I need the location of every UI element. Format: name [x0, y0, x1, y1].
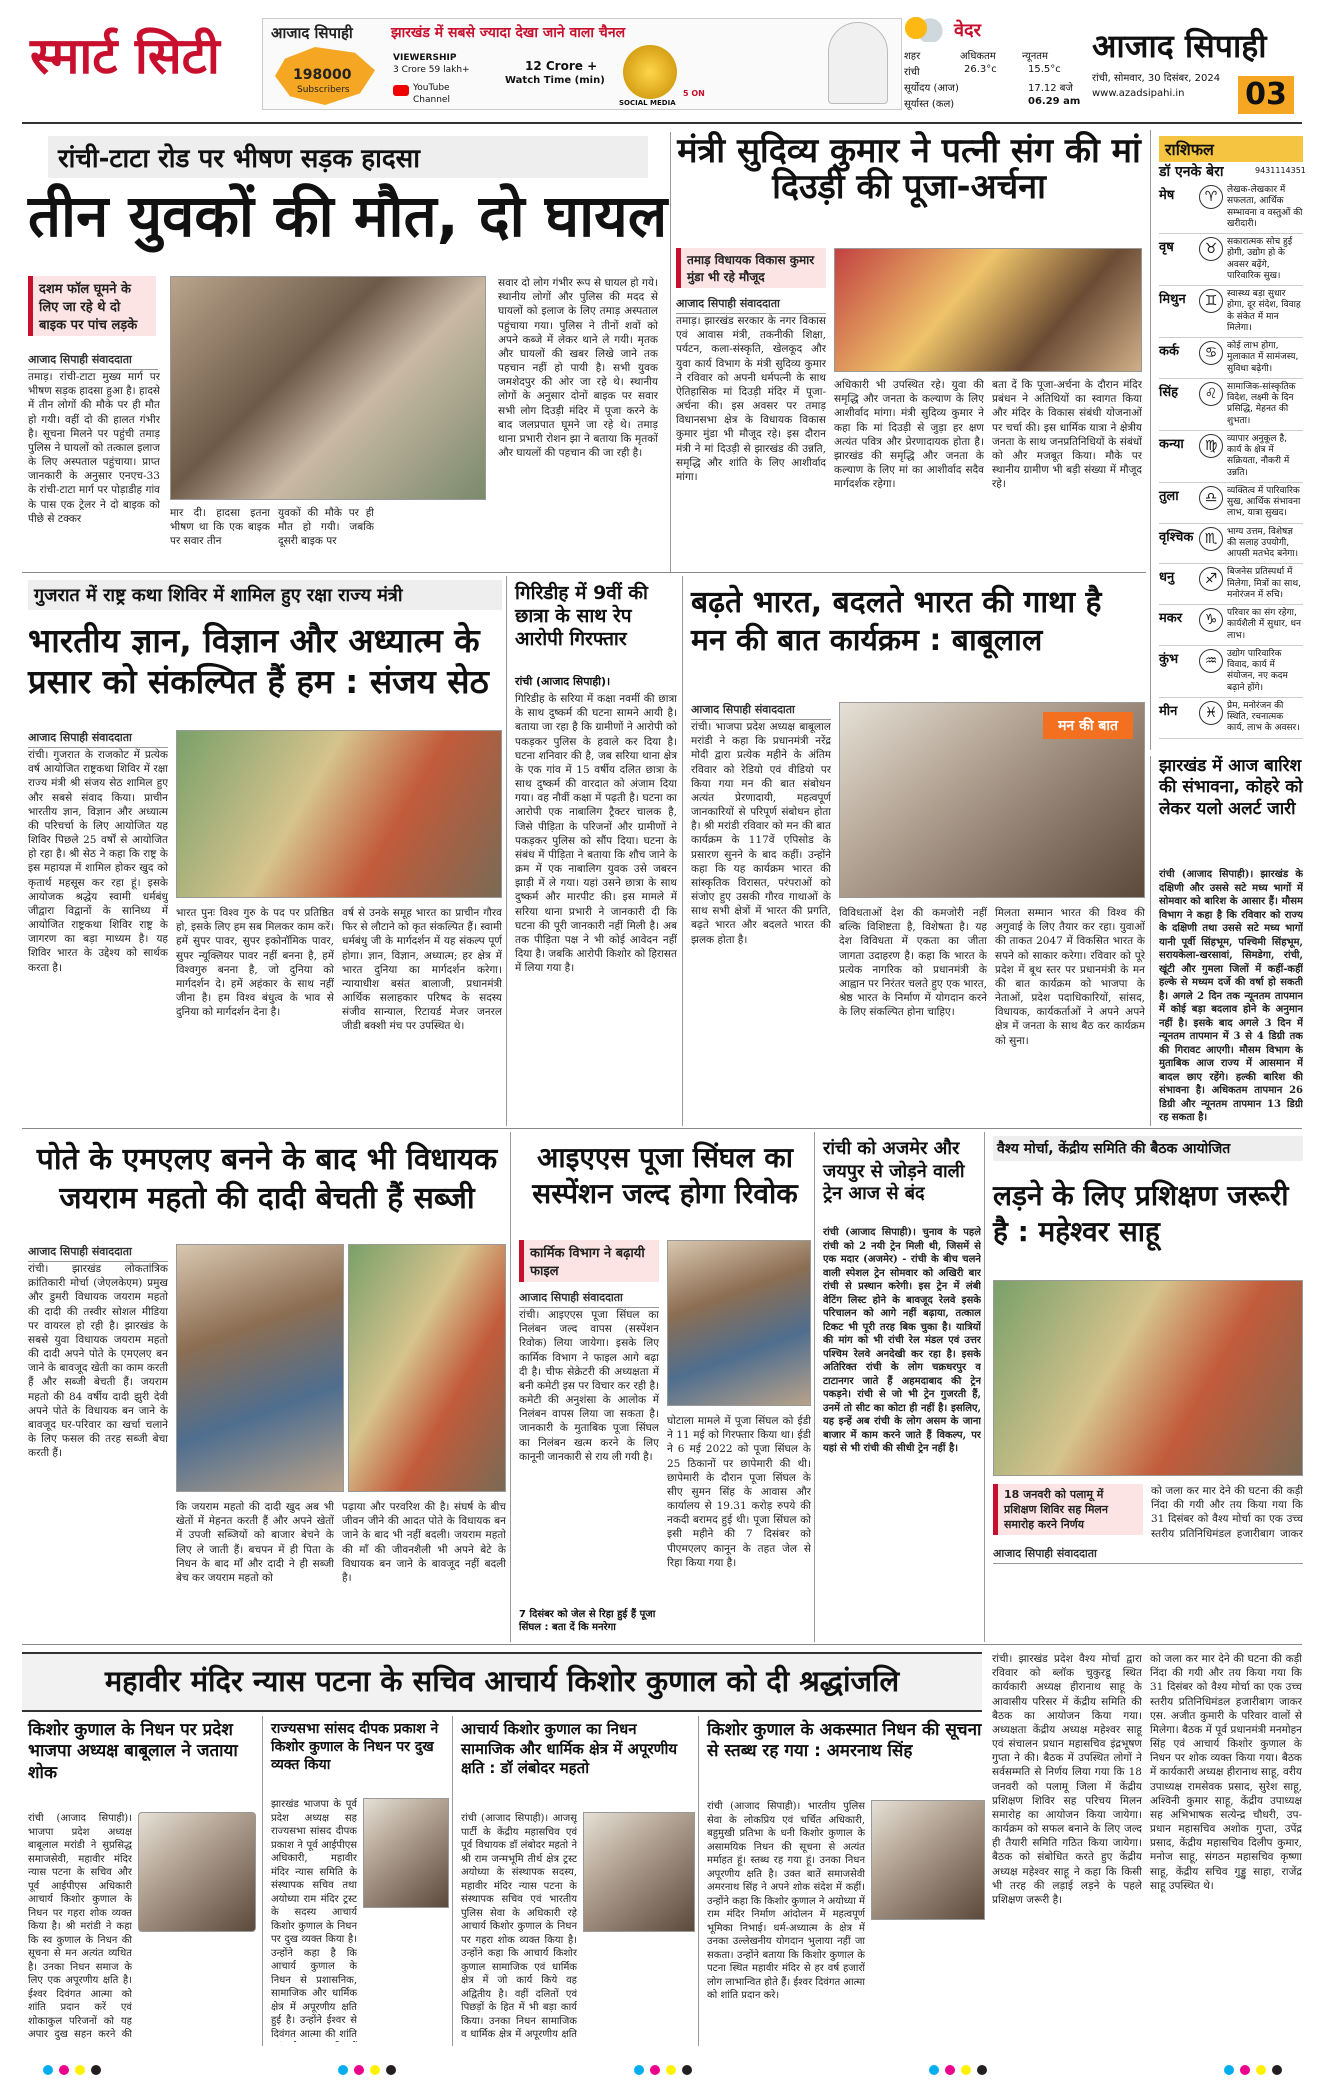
zodiac-name: मिथुन [1159, 292, 1186, 307]
mkb-byline: आजाद सिपाही संवाददाता [691, 702, 831, 720]
section-title: स्मार्ट सिटी [30, 27, 220, 85]
train-headline: रांची को अजमेर और जयपुर से जोड़ने वाली ट्रेन आज से बंद [823, 1138, 965, 1204]
tribute-deepak-prakash [262, 1716, 448, 2046]
dateline: रांची, सोमवार, 30 दिसंबर, 2024 [1092, 73, 1221, 84]
story-vaishya-morcha [984, 1132, 1302, 1642]
zodiac-row [1159, 338, 1303, 379]
masthead-rule [22, 122, 1302, 124]
registration-dot [1240, 2065, 1250, 2075]
accident-headline: तीन युवकों की मौत, दो घायल [28, 182, 668, 250]
weather-col-max: अधिकतम [960, 51, 996, 62]
story-mann-ki-baat [682, 576, 1144, 1126]
zodiac-row [1159, 605, 1303, 646]
youtube-label: YouTube [413, 83, 450, 93]
vaishya-body-2: को जला कर मार देने की घटना की कड़ी निंदा की गयी और तय किया गया कि 31 दिसंबर को वैश्य मोर्चा का एक उच्च स्तरीय प्रतिनिधिमंडल हजारीबाग जाकर [1151, 1485, 1303, 1540]
registration-dot [945, 2065, 955, 2075]
giridih-body: गिरिडीह के सरिया में कक्षा नवमीं की छात्रा के साथ दुष्कर्म की घटना सामने आयी है। बताया जा रहा है कि ग्रामीणों ने आरोपी को पकड़कर पुलिस के हवाले कर दिया है। घटना शनिवार की है, जब सरिया थाना क्षेत्र के एक गांव में 15 वर्षीय दलित छात्रा के साथ दुष्कर्म की वारदात को अंजाम दिया गया। वह नौवीं कक्षा में पढ़ती है। घटना का आरोपी एक नाबालिग ट्रैक्टर चालक है, जिसे पीड़िता के परिजनों और ग्रामीणों ने पकड़कर पुलिस को सौंप दिया। घटना के संबंध में पीड़िता ने बताया कि शौच जाने के क्रम में एक नाबालिग युवक उसे जबरन झाड़ी में ले गया। यहां उसने छात्रा के साथ दुष्कर्म और मारपीट की। इस मामले में सरिया थाना प्रभारी ने जानकारी दी कि घटना की पूरी जानकारी नहीं मिली है। अब तक पीड़िता पक्ष ने भी कोई आवेदन नहीं दिया है। जबकि आरोपी किशोर को हिरासत में लिया गया है। [515, 693, 677, 975]
zodiac-text: कोई लाभ होगा, मुलाकात में सामंजस्य, सुविधा बढ़ेगी। [1227, 341, 1299, 374]
registration-dot [1224, 2065, 1234, 2075]
zodiac-text: सामाजिक-सांस्कृतिक विदेश, लक्ष्मी के दिन प्रसिद्धि, मेहनत की शुभता। [1227, 381, 1296, 426]
weather-max: 26.3°c [964, 64, 997, 75]
zodiac-row [1159, 182, 1303, 234]
subscribers-count: 198000 [293, 67, 352, 83]
accident-photo [170, 276, 486, 500]
masthead [0, 0, 1325, 128]
story-jairam-dadi [28, 1132, 506, 1642]
weather-col-min: न्यूनतम [1022, 51, 1048, 62]
registration-dot [43, 2065, 53, 2075]
website: www.azadsipahi.in [1092, 88, 1185, 99]
train-body: रांची (आजाद सिपाही)। चुनाव के पहले रांची को 2 नयी ट्रेन मिली थी, जिसमें से एक मदार (अजमेर) - रांची के बीच चलने वाली स्पेशल ट्रेन सोमवार को अखिरी बार रांची से प्रस्थान करेगी। इस ट्रेन में लंबी वेटिंग लिस्ट होने के बावजूद रेलवे इसके परिचालन को आगे नहीं बढ़ाया, तत्काल टिकट भी पूरी तरह बिक चुका है। यात्रियों की मांग को भी रांची रेल मंडल एवं उत्तर पश्चिम रेलवे अनदेखी कर रहा है। इसके अतिरिक्त रांची के लोग चक्रधरपुर व टाटानगर जाते हैं अहमदाबाद की ट्रेन पकड़ने। रांची से जो भी ट्रेन गुजरती हैं, उनमें तो सीट का कोटा ही नहीं है। इसलिए, यह इन्हें अब रांची के लोग असम के जाना बाजार में काम करने जाते हैं विकल्प, पर यहां से भी रांची की सीधी ट्रेन नहीं है। [823, 1227, 981, 1454]
zodiac-text: प्रेम, मनोरंजन की स्थिति, रचनात्मक कार्य, लाभ के अवसर। [1227, 700, 1300, 734]
minister-body-3: बता दें कि पूजा-अर्चना के दौरान मंदिर प्रबंधन ने अतिथियों का स्वागत किया और मंदिर के विकास संबंधी योजनाओं पर चर्चा की। इस धार्मिक यात्रा ने क्षेत्रीय जनता के साथ जनप्रतिनिधियों के संबंधों को और मजबूत किया। मौके पर स्थानीय ग्रामीण भी बड़ी संख्या में मौजूद रहे। [992, 379, 1142, 491]
registration-dot [59, 2065, 69, 2075]
minister-body-2: अधिकारी भी उपस्थित रहे। युवा की समृद्धि और जनता के कल्याण के लिए आशीर्वाद मांगा। मंत्री सुदिव्य कुमार ने कहा कि मां दिउड़ी से जुड़ा हर क्षण अत्यंत पवित्र और प्रेरणादायक होता है। झारखंड की समृद्धि और जनता के कल्याण के लिए मां का आशीर्वाद सदैव मार्गदर्शक रहेगा। [834, 379, 984, 491]
tribute2-photo [363, 1798, 449, 1908]
mkb-banner: मन की बात [1043, 712, 1133, 739]
sun-cloud-icon [904, 14, 944, 42]
minister-subhead: तमाड़ विधायक विकास कुमार मुंडा भी रहे मौजूद [676, 248, 826, 288]
channel-promo [262, 18, 902, 110]
accident-body-2: मार दी। हादसा इतना भीषण था कि एक बाइक पर सवार तीन [170, 507, 270, 548]
story-giridih [506, 576, 678, 1126]
accident-body-3: युवकों की मौके पर ही मौत हो गयी। जबकि दूसरी बाइक पर [278, 507, 374, 548]
zodiac-text: बिजनेस प्रतिस्पर्धा में मिलेगा, मित्रों का साथ, मनोरंजन में रुचि। [1227, 567, 1301, 600]
accident-subhead: दशम फॉल घूमने के लिए जा रहे थे दो बाइक पर पांच लड़के [28, 276, 156, 336]
seth-body-3: वर्ष से उनके समूह भारत का प्राचीन गौरव फिर से लौटाने को कृत संकल्पित हैं। स्वामी धर्मबंधु जी के मार्गदर्शन में यह संकल्प पूर्ण होगा। ज्ञान, विज्ञान, अध्यात्म; हर क्षेत्र में भारत दुनिया का मार्गदर्शन करेगा। न्यायाधीश बसंत बालाजी, प्रधानमंत्री आर्थिक सलाहकार परिषद के सदस्य संजीव सान्याल, रिटायर्ड मेजर जनरल जीडी बक्शी मंच पर उपस्थित थे। [342, 907, 502, 1033]
seth-headline: भारतीय ज्ञान, विज्ञान और अध्यात्म के प्रसार को संकल्पित हैं हम : संजय सेठ [28, 621, 489, 702]
seth-photo [176, 730, 502, 898]
zodiac-row [1159, 524, 1303, 565]
tribute1-headline: किशोर कुणाल के निधन पर प्रदेश भाजपा अध्यक्ष बाबूलाल ने जताया शोक [28, 1720, 238, 1783]
minister-photo [834, 248, 1142, 372]
registration-mark-group [926, 2060, 990, 2076]
zodiac-sign-icon: ♋ [1199, 341, 1223, 365]
vaishya-body-1: रांची। झारखंड प्रदेश वैश्य मोर्चा द्वारा रविवार को ब्लॉक चुकुरडू स्थित कार्यकारी अध्यक्ष हीरानाथ साहू के आवासीय परिसर में केंद्रीय समिति की बैठक का आयोजन किया गया। अध्यक्षता केंद्रीय अध्यक्ष महेश्वर साहू एवं संचालन प्रधान महासचिव इंद्रभूषण गुप्ता ने की। बैठक में उपस्थित लोगों ने सर्वसम्मति से निर्णय लिया गया कि 18 जनवरी को पलामू जिला में केंद्रीय प्रशिक्षण शिविर सह परिचय मिलन समारोह का आयोजन किया जायेगा। कार्यक्रम को सफल बनाने के लिए जल्द ही तैयारी समिति गठित किया जायेगा। बैठक को संबोधित करते हुए केंद्रीय अध्यक्ष महेश्वर साहू ने कहा कि किसी भी तरह की लड़ाई लड़ने के पहले प्रशिक्षण जरूरी है। [992, 1653, 1142, 1906]
youtube-icon [393, 85, 409, 96]
seth-body-2: भारत पुनः विश्व गुरु के पद पर प्रतिष्ठित हो, इसके लिए हम सब मिलकर काम करें। हमें सुपर पावर, सुपर इकोनॉमिक पावर, सुपर न्यूक्लियर पावर नहीं बनना है, हमें विश्वगुरु बनना है, जो दुनिया को मार्गदर्शन दे। हमें अहंकार के साथ नहीं जीना है। हम विश्व बंधुत्व के भाव से दुनिया को मार्गदर्शन देना है। [176, 907, 334, 1019]
accident-byline: आजाद सिपाही संवाददाता [28, 352, 158, 370]
jairam-byline: आजाद सिपाही संवाददाता [28, 1244, 168, 1262]
weather-box [904, 14, 1082, 114]
zodiac-row [1159, 483, 1303, 524]
award-badge-icon [623, 45, 677, 99]
vaishya-subhead: 18 जनवरी को पलामू में प्रशिक्षण शिविर सह मिलन समारोह करने निर्णय [993, 1484, 1143, 1535]
seth-kicker: गुजरात में राष्ट्र कथा शिविर में शामिल हुए रक्षा राज्य मंत्री [28, 580, 502, 610]
promo-brand: आजाद सिपाही [271, 24, 353, 42]
weather-city: रांची [904, 67, 920, 78]
zodiac-name: मेष [1159, 188, 1175, 203]
registration-dot [666, 2065, 676, 2075]
tribute-banner-headline: महावीर मंदिर न्यास पटना के सचिव आचार्य किशोर कुणाल को दी श्रद्धांजलि [104, 1664, 900, 1698]
zodiac-name: मकर [1159, 611, 1183, 626]
story-minister-puja [676, 130, 1146, 570]
registration-dot [354, 2065, 364, 2075]
zodiac-text: सकारात्मक सोच हुई होगी, उद्योग हो के अवसर बढ़ेंगे, पारिवारिक सुख। [1227, 237, 1293, 281]
registration-mark-group [40, 2060, 104, 2076]
zodiac-sign-icon: ♈ [1199, 185, 1223, 209]
jairam-body-3: पढ़ाया और परवरिश की है। संघर्ष के बीच जीवन जीने की आदत पोते के विधायक बन जाने के बाद भी नहीं बदली। जयराम महतो की माँ की जीवनशैली भी अपने बेटे के विधायक बन जाने के बावजूद नहीं बदली है। [342, 1501, 506, 1584]
zodiac-row [1159, 431, 1303, 483]
registration-dot [1256, 2065, 1266, 2075]
jairam-dadi-photo [176, 1244, 344, 1492]
viewership-value: 3 Crore 59 lakh+ [393, 65, 470, 75]
sunrise-label: सूर्योदय (आज) [904, 83, 959, 94]
singhal-note: 7 दिसंबर को जेल से रिहा हुई हैं पूजा सिंघल : बता दें कि मनरेगा [519, 1609, 656, 1633]
zodiac-name: कन्या [1159, 436, 1184, 452]
tribute1-body: रांची (आजाद सिपाही)। भाजपा प्रदेश अध्यक्ष बाबूलाल मरांडी ने सुप्रसिद्ध समाजसेवी, महावीर मंदिर न्यास पटना के सचिव और पूर्व आईपीएस अधिकारी आचार्य किशोर कुणाल के निधन पर गहरा शोक व्यक्त किया है। श्री मरांडी ने कहा कि स्व कुणाल के निधन की सूचना से मन अत्यंत व्यथित है। उनका निधन समाज के लिए एक अपूरणीय क्षति है। ईश्वर दिवंगत आत्मा को शांति प्रदान करें एवं शोकाकुल परिजनों को यह अपार दुख सहन करने की [28, 1813, 132, 2040]
zodiac-name: सिंह [1159, 384, 1179, 400]
registration-dot [634, 2065, 644, 2075]
jairam-headline: पोते के एमएलए बनने के बाद भी विधायक जयराम महतो की दादी बेचती हैं सब्जी [36, 1142, 498, 1216]
zodiac-sign-icon: ♐ [1199, 567, 1223, 591]
singhal-subhead: कार्मिक विभाग ने बढ़ायी फाइल [519, 1240, 659, 1282]
registration-dot [370, 2065, 380, 2075]
tribute-lambodar [452, 1716, 694, 2046]
zodiac-row [1159, 698, 1303, 739]
zodiac-text: व्यक्तित्व में पारिवारिक सुख, आर्थिक संभावना लाभ, यात्रा सुखद। [1227, 485, 1301, 519]
award-label: SOCIAL MEDIA [619, 99, 676, 107]
tribute4-headline: किशोर कुणाल के अकस्मात निधन की सूचना से स्तब्ध रह गया : अमरनाथ सिंह [707, 1720, 982, 1762]
watch-time: 12 Crore + [525, 59, 598, 73]
zodiac-sign-icon: ♎ [1199, 486, 1223, 510]
jairam-photo [348, 1244, 506, 1492]
promo-text: झारखंड में सबसे ज्यादा देखा जाने वाला चैनल [391, 25, 626, 41]
registration-mark-group [631, 2060, 695, 2076]
rashifal-author: डॉ एनके बेरा [1159, 164, 1224, 180]
vaishya-headline: लड़ने के लिए प्रशिक्षण जरूरी है : महेश्वर साहू [993, 1179, 1289, 1249]
zodiac-text: लेखक-लेखकार में सफलता, आर्थिक सम्भावना व वस्तुओं की खरीदारी। [1227, 185, 1303, 229]
registration-dot [91, 2065, 101, 2075]
mkb-body-3: मिलता सम्मान भारत की विश्व की अगुवाई के लिए तैयार कर रहा। युवाओं की ताकत 2047 में विकसित भारत के सपने को साकार करेगा। रविवार को पूरे प्रदेश में बूथ स्तर पर प्रधानमंत्री के मन की बात कार्यक्रम को भाजपा के नेताओं, प्रदेश पदाधिकारियों, सांसद, विधायक, कार्यकर्ताओं ने अपने अपने क्षेत्र में जनता के साथ बैठ कर कार्यक्रम को सुना। [995, 907, 1145, 1047]
registration-mark-group [335, 2060, 399, 2076]
sunset-label: सूर्यास्त (कल) [904, 99, 955, 110]
zodiac-name: वृश्चिक [1159, 529, 1194, 545]
registration-dot [650, 2065, 660, 2075]
vaishya-byline: आजाद सिपाही संवाददाता [993, 1546, 1303, 1564]
zodiac-row [1159, 379, 1303, 431]
story-weather-alert [1150, 756, 1302, 1126]
channel-label: Channel [413, 95, 450, 105]
zodiac-text: भाग्य उत्तम, विशेषज्ञ की सलाह उपयोगी, आपसी मतभेद बनेगा। [1227, 526, 1299, 559]
tribute-amarnath [698, 1716, 984, 2046]
watch-time-label: Watch Time (min) [505, 75, 605, 86]
subscribers-label: Subscribers [297, 85, 350, 95]
registration-dot [386, 2065, 396, 2075]
award-label-2: 5 ON [683, 89, 705, 98]
zodiac-name: कुंभ [1159, 651, 1179, 667]
minister-byline: आजाद सिपाही संवाददाता [676, 296, 826, 314]
registration-dot [977, 2065, 987, 2075]
accident-kicker: रांची-टाटा रोड पर भीषण सड़क हादसा [48, 136, 648, 178]
tribute2-body: झारखंड भाजपा के पूर्व प्रदेश अध्यक्ष सह राज्यसभा सांसद दीपक प्रकाश ने पूर्व आईपीएस अधिकारी, महावीर मंदिर न्यास समिति के संस्थापक सचिव तथा अयोध्या राम मंदिर ट्रस्ट के सदस्य आचार्य किशोर कुणाल के निधन पर दुख व्यक्त किया है। उन्होंने कहा है कि आचार्य कुणाल के निधन से प्रशासनिक, सामाजिक और धार्मिक क्षेत्र में अपूरणीय क्षति हुई है। उन्होंने ईश्वर से दिवंगत आत्मा की शांति [271, 1799, 357, 2040]
tribute3-body: रांची (आजाद सिपाही)। आजसू पार्टी के केंद्रीय महासचिव एवं पूर्व विधायक डॉ लंबोदर महतो ने श्री राम जन्मभूमि तीर्थ क्षेत्र ट्रस्ट अयोध्या के संस्थापक सदस्य, महावीर मंदिर न्यास पटना के संस्थापक सचिव एवं भारतीय पुलिस सेवा के अधिकारी रहे आचार्य किशोर कुणाल के निधन पर गहरा शोक व्यक्त किया है। उन्होंने कहा कि आचार्य किशोर कुणाल सामाजिक एवं धार्मिक क्षेत्र में जो कार्य किये वह अद्वितीय है। वहीं दलितों एवं पिछड़ों के हित में भी बड़ा कार्य किया। उनका निधन सामाजिक व धार्मिक क्षेत्र में अपूरणीय क्षति [461, 1813, 577, 2040]
zodiac-name: मीन [1159, 703, 1178, 719]
section-rule-1 [22, 572, 1146, 573]
vaishya-body-2-cont: को जला कर मार देने की घटना की कड़ी निंदा की गयी और तय किया गया कि 31 दिसंबर को वैश्य मोर्चा का एक उच्च स्तरीय प्रतिनिधिमंडल हजारीबाग जाकर एस. अजीत कुमारी के परिवार वालों से मिलेगा। बैठक में पूर्व प्रधानमंत्री मनमोहन सिंह एवं आचार्य किशोर कुणाल के निधन पर शोक व्यक्त किया गया। बैठक में कार्यकारी अध्यक्ष हीरानाथ साहू, वरीय उपाध्यक्ष रामसेवक प्रसाद, सुरेश साहू, अश्विनी कुमार साहू, केंद्रीय उपाध्यक्ष सह अभिभाषक सत्येन्द्र चौधरी, उप-प्रधान महासचिव अशोक गुप्ता, उपेंद्र प्रसाद, केंद्रीय महासचिव दिलीप कुमार, मनोज साहू, संगठन महासचिव कृष्णा साहू, केंद्रीय सचिव गुड्डु साहा, राजेंद्र साहू उपस्थित थे। [1150, 1653, 1302, 1892]
page-number: 03 [1238, 76, 1294, 114]
zodiac-sign-icon: ♊ [1199, 289, 1223, 313]
registration-dot [961, 2065, 971, 2075]
zodiac-sign-icon: ♓ [1199, 701, 1223, 725]
jairam-body-1: रांची। झारखंड लोकतांत्रिक क्रांतिकारी मोर्चा (जेएलकेएम) प्रमुख और डुमरी विधायक जयराम महतो की दादी की तस्वीर सोशल मीडिया पर वायरल हो रही है। झारखंड के सबसे युवा विधायक जयराम महतो की दादी अपने पोते के एमएलए बन जाने के बावजूद खेती का काम करती हैं और सब्जी बेचती हैं। जयराम महतो की 84 वर्षीय दादी झुरी देवी अपने पोते के विधायक बन जाने के बावजूद घर-परिवार का खर्चा चलाने के लिए फसल की तरह सब्जी बेचा करती हैं। [28, 1263, 168, 1460]
tribute2-headline: राज्यसभा सांसद दीपक प्रकाश ने किशोर कुणाल के निधन पर दुख व्यक्त किया [271, 1721, 439, 1774]
singhal-headline: आइएएस पूजा सिंघल का सस्पेंशन जल्द होगा रिवोक [532, 1141, 798, 1211]
registration-mark-group [1221, 2060, 1285, 2076]
tribute-babulal [28, 1716, 258, 2046]
seth-byline: आजाद सिपाही संवाददाता [28, 730, 168, 748]
paper-brand: आजाद सिपाही [1092, 27, 1267, 65]
story-train-closure [814, 1132, 980, 1642]
zodiac-row [1159, 646, 1303, 698]
zodiac-text: स्वास्थ्य बड़ा सुधार होगा, दूर संदेश, विवाह के संकेत में मान मिलेगा। [1227, 289, 1301, 333]
zodiac-name: धनु [1159, 570, 1175, 586]
accident-body-4: सवार दो लोग गंभीर रूप से घायल हो गये। स्थानीय लोगों और पुलिस की मदद से घायलों को इलाज के लिए तमाड़ अस्पताल पहुंचाया गया। पुलिस ने तीनों शवों को अपने कब्जे में लेकर थाने ले गयी। मृतक और घायलों की खबर लिखे जाने तक पहचान नहीं हो पायी है। सभी युवक जमशेदपुर की ओर जा रहे थे। स्थानीय लोगों के अनुसार दोनों बाइक पर सवार सभी लोग दिउड़ी मंदिर में पूजा करने के बाद जलप्रपात घूमने जा रहे थे। तमाड़ थाना प्रभारी रोशन झा ने बताया कि मृतकों और घायलों की पहचान की जा रही है। [498, 277, 658, 460]
tribute4-photo [871, 1800, 985, 1920]
tribute3-photo [583, 1812, 695, 1932]
singhal-body-1: रांची। आइएएस पूजा सिंघल का निलंबन जल्द वापस (सस्पेंशन रिवोक) लिया जायेगा। इसके लिए कार्मिक विभाग ने फाइल आगे बढ़ा दी है। चीफ सेक्रेटरी की अध्यक्षता में बनी कमेटी इस पर विचार कर रही है। कमेटी की अनुशंसा के आलोक में निलंबन वापस लिया जा सकता है। जानकारी के मुताबिक पूजा सिंघल का निलंबन खत्म करने के लिए कानूनी जानकारी से राय ली गयी है। [519, 1309, 659, 1463]
tribute4-body: रांची (आजाद सिपाही)। भारतीय पुलिस सेवा के लोकप्रिय एवं चर्चित अधिकारी, बहुमुखी प्रतिभा के धनी किशोर कुणाल के असामयिक निधन की सूचना से अत्यंत मर्माहत हूं। स्तब्ध रह गया हूं। उनका निधन अपूरणीय क्षति है। उक्त बातें समाजसेवी अमरनाथ सिंह ने अपने शोक संदेश में कहीं। उन्होंने कहा कि किशोर कुणाल ने अयोध्या में राम मंदिर निर्माण आंदोलन में महत्वपूर्ण भूमिका निभाई। धर्म-अध्यात्म के क्षेत्र में उनका उल्लेखनीय योगदान भुलाया नहीं जा सकता। उन्होंने बताया कि किशोर कुणाल के पटना स्थित महावीर मंदिर से हर वर्ष हजारों लोग लाभान्वित होते हैं। ईश्वर दिवंगत आत्मा को शांति प्रदान करे। [707, 1801, 865, 2001]
zodiac-text: व्यापार अनुकूल है, कार्य के क्षेत्र में सक्रियता, नौकरी में उन्नति। [1227, 433, 1290, 478]
zodiac-sign-icon: ♑ [1199, 608, 1223, 632]
rashifal-phone: 9431114351 [1255, 166, 1306, 175]
rashifal-panel [1150, 130, 1306, 750]
tribute1-photo [138, 1812, 256, 1932]
zodiac-name: कर्क [1159, 344, 1179, 359]
zodiac-row [1159, 234, 1303, 286]
zodiac-name: तुला [1159, 488, 1179, 504]
story-pooja-singhal [510, 1132, 810, 1642]
weather-title: वेदर [954, 20, 981, 41]
pen-nib-icon [828, 22, 888, 104]
zodiac-row [1159, 564, 1303, 605]
section-rule-3 [22, 1644, 1302, 1645]
zodiac-sign-icon: ♍ [1199, 434, 1223, 458]
minister-headline: मंत्री सुदिव्य कुमार ने पत्नी संग की मां दिउड़ी की पूजा-अर्चना [677, 131, 1141, 207]
tribute3-headline: आचार्य किशोर कुणाल का निधन सामाजिक और धार्मिक क्षेत्र में अपूरणीय क्षति : डॉ लंबोदर महतो [461, 1720, 678, 1777]
mkb-headline: बढ़ते भारत, बदलते भारत की गाथा है मन की बात कार्यक्रम : बाबूलाल [691, 585, 1102, 658]
column-divider [670, 132, 671, 572]
vaishya-photo [993, 1280, 1303, 1476]
mkb-body-1: रांची। भाजपा प्रदेश अध्यक्ष बाबूलाल मरांडी ने कहा कि प्रधानमंत्री नरेंद्र मोदी द्वारा प्रत्येक महीने के अंतिम रविवार को रेडियो एवं वीडियो पर किया गया मन की बात संबोधन अत्यंत प्रेरणादायी, महत्वपूर्ण जानकारियों से परिपूर्ण संबोधन होता है। श्री मरांडी रविवार को मन की बात कार्यक्रम के 117वें एपिसोड के प्रसारण सुनने के बाद कहीं। उन्होंने कहा कि यह कार्यक्रम भारत की सांस्कृतिक विरासत, परंपराओं को संजोए हुए उसकी गौरव गाथाओं के साथ सभी क्षेत्रों में भारत की प्रगति, बढ़ते भारत और बदलते भारत की झलक होता है। [691, 721, 831, 946]
zodiac-text: उद्योग पारिवारिक विवाद, कार्य में संयोजन, नए कदम बढ़ाने होंगे। [1227, 648, 1288, 693]
zodiac-list [1159, 182, 1303, 739]
accident-body-1: तमाड़। रांची-टाटा मुख्य मार्ग पर भीषण सड़क हादसा हुआ है। हादसे में तीन लोगों की मौके पर ही मौत हो गयी। वहीं दो की हालत गंभीर है। सूचना मिलने पर पहुंची तमाड़ पुलिस ने घायलों को तत्काल इलाज के लिए अस्पताल पहुंचाया। प्राप्त जानकारी के अनुसार एनएच-33 के रांची-टाटा मार्ग पर पोड़ाडीह गांव के पास एक ट्रेलर ने दो बाइक को पीछे से टक्कर [28, 371, 160, 525]
story-sanjay-seth [28, 576, 502, 1126]
zodiac-sign-icon: ♉ [1199, 237, 1223, 261]
seth-body-1: रांची। गुजरात के राजकोट में प्रत्येक वर्ष आयोजित राष्ट्रकथा शिविर में रक्षा राज्य मंत्री श्री संजय सेठ शामिल हुए और सबसे संवाद किया। प्राचीन भारतीय ज्ञान, विज्ञान और अध्यात्म की परिचर्चा के लिए आयोजित यह शिविर पिछले 25 वर्षों से आयोजित हो रहा है। श्री सेठ ने कहा कि राष्ट्र के इस महायज्ञ में शामिल होकर खुद को कृतार्थ महसूस कर रहा हूं। इसके आयोजक श्रद्धेय स्वामी धर्मबंधु जीद्वारा विद्वानों के सानिध्य में आयोजित राष्ट्रकथा शिविर राष्ट्र के जागरण का बड़ा माध्यम है। यह शिविर भारत के उद्देश्य को सार्थक करता है। [28, 749, 168, 974]
zodiac-text: परिवार का संग रहेगा, कार्यशैली में सुधार, धन लाभ। [1227, 608, 1302, 641]
singhal-body-2: घोटाला मामले में पूजा सिंघल को ईडी ने 11 मई को गिरफ्तार किया था। ईडी ने 6 मई 2022 को पूजा सिंघल के 25 ठिकानों पर छापेमारी की थी। छापेमारी के दौरान पूजा सिंघल के सीए सुमन सिंह के आवास और कार्यालय से 19.31 करोड़ रुपये की नकदी बरामद हुई थी। पूजा सिंघल को इसी महीने की 7 दिसंबर को पीएमएलए कानून के तहत जेल से रिहा किया गया है। [667, 1415, 811, 1569]
singhal-photo [667, 1240, 811, 1406]
weather-extra: 17.12 बजे [1028, 83, 1073, 94]
registration-dot [929, 2065, 939, 2075]
giridih-byline: रांची (आजाद सिपाही)। [515, 675, 611, 688]
zodiac-sign-icon: ♏ [1199, 527, 1223, 551]
story-road-accident [28, 130, 668, 570]
minister-body-1: तमाड़। झारखंड सरकार के नगर विकास एवं आवास मंत्री, तकनीकी शिक्षा, पर्यटन, कला-संस्कृति, खेलकूद और युवा कार्य विभाग के मंत्री सुदिव्य कुमार ने रविवार को अपनी धर्मपत्नी के साथ ऐतिहासिक मां दिउड़ी मंदिर में पूजा-अर्चना की। इस अवसर पर तमाड़ विधानसभा क्षेत्र के विधायक विकास कुमार मुंडा भी मौजूद रहे। इस दौरान मंत्री ने मां दिउड़ी से झारखंड की उन्नति, समृद्धि और शांति के लिए आशीर्वाद मांगा। [676, 315, 826, 483]
registration-dot [682, 2065, 692, 2075]
registration-dot [1272, 2065, 1282, 2075]
zodiac-row [1159, 286, 1303, 338]
weather-min: 15.5°c [1028, 64, 1061, 75]
vaishya-kicker: वैश्य मोर्चा, केंद्रीय समिति की बैठक आयोजित [993, 1136, 1303, 1161]
sunset-value: 06.29 am [1028, 96, 1081, 107]
section-rule-2 [22, 1128, 1302, 1129]
registration-dot [75, 2065, 85, 2075]
zodiac-name: वृष [1159, 240, 1174, 255]
weather-col-city: शहर [904, 51, 921, 62]
zodiac-sign-icon: ♌ [1199, 382, 1223, 406]
weather-alert-headline: झारखंड में आज बारिश की संभावना, कोहरे को लेकर यलो अलर्ट जारी [1159, 756, 1303, 819]
rashifal-title: राशिफल [1159, 136, 1303, 162]
jairam-body-2: कि जयराम महतो की दादी खुद अब भी खेतों में मेहनत करती हैं और अपने खेतों में उपजी सब्जियों को बाजार बेचने के लिए ले जाती हैं। बचपन में ही पिता के निधन के बाद माँ और दादी ने ही सब्जी बेच कर जयराम महतो को [176, 1501, 334, 1584]
registration-dot [338, 2065, 348, 2075]
registration-marks [40, 2060, 1285, 2076]
weather-alert-body: रांची (आजाद सिपाही)। झारखंड के दक्षिणी और उससे सटे मध्य भागों में सोमवार को बारिश के आसार हैं। मौसम विभाग ने कहा है कि रविवार को राज्य के दक्षिणी तथा उससे सटे मध्य भागों यानी पूर्वी सिंहभूम, पश्चिमी सिंहभूम, सरायकेला-खरसावां, सिमडेगा, रांची, खूंटी और गुमला जिलों में कहीं-कहीं हल्के से मध्यम दर्जे की वर्षा हो सकती है। अगले 2 दिन तक न्यूनतम तापमान में कोई बड़ा बदलाव होने के अनुमान नहीं है। इसके बाद अगले 3 दिन में न्यूनतम तापमान में 3 से 4 डिग्री तक की गिरावट आएगी। मौसम विभाग के मुताबिक आज राज्य में आसमान में बादल छाए रहेंगे। हल्की बारिश की संभावना है। अधिकतम तापमान 26 डिग्री और न्यूनतम तापमान 13 डिग्री रह सकता है। [1159, 869, 1303, 1122]
giridih-headline: गिरिडीह में 9वीं की छात्रा के साथ रेप आरोपी गिरफ्तार [515, 582, 648, 650]
singhal-byline: आजाद सिपाही संवाददाता [519, 1290, 659, 1308]
zodiac-sign-icon: ♒ [1199, 649, 1223, 673]
tribute-banner [22, 1652, 982, 1712]
mkb-body-2: विविधताओं देश की कमजोरी नहीं बल्कि विशिष्टता है, विशेषता है। यह देश विविधता में एकता का जीता जागता उदाहरण है। कहा कि भारत के प्रत्येक नागरिक को प्रधानमंत्री के आह्वान पर निरंतर चलते हुए एक भारत, श्रेष्ठ भारत के निर्माण में योगदान करने के लिए संकल्पित होना चाहिए। [839, 907, 987, 1019]
viewership-label: VIEWERSHIP [393, 53, 457, 63]
